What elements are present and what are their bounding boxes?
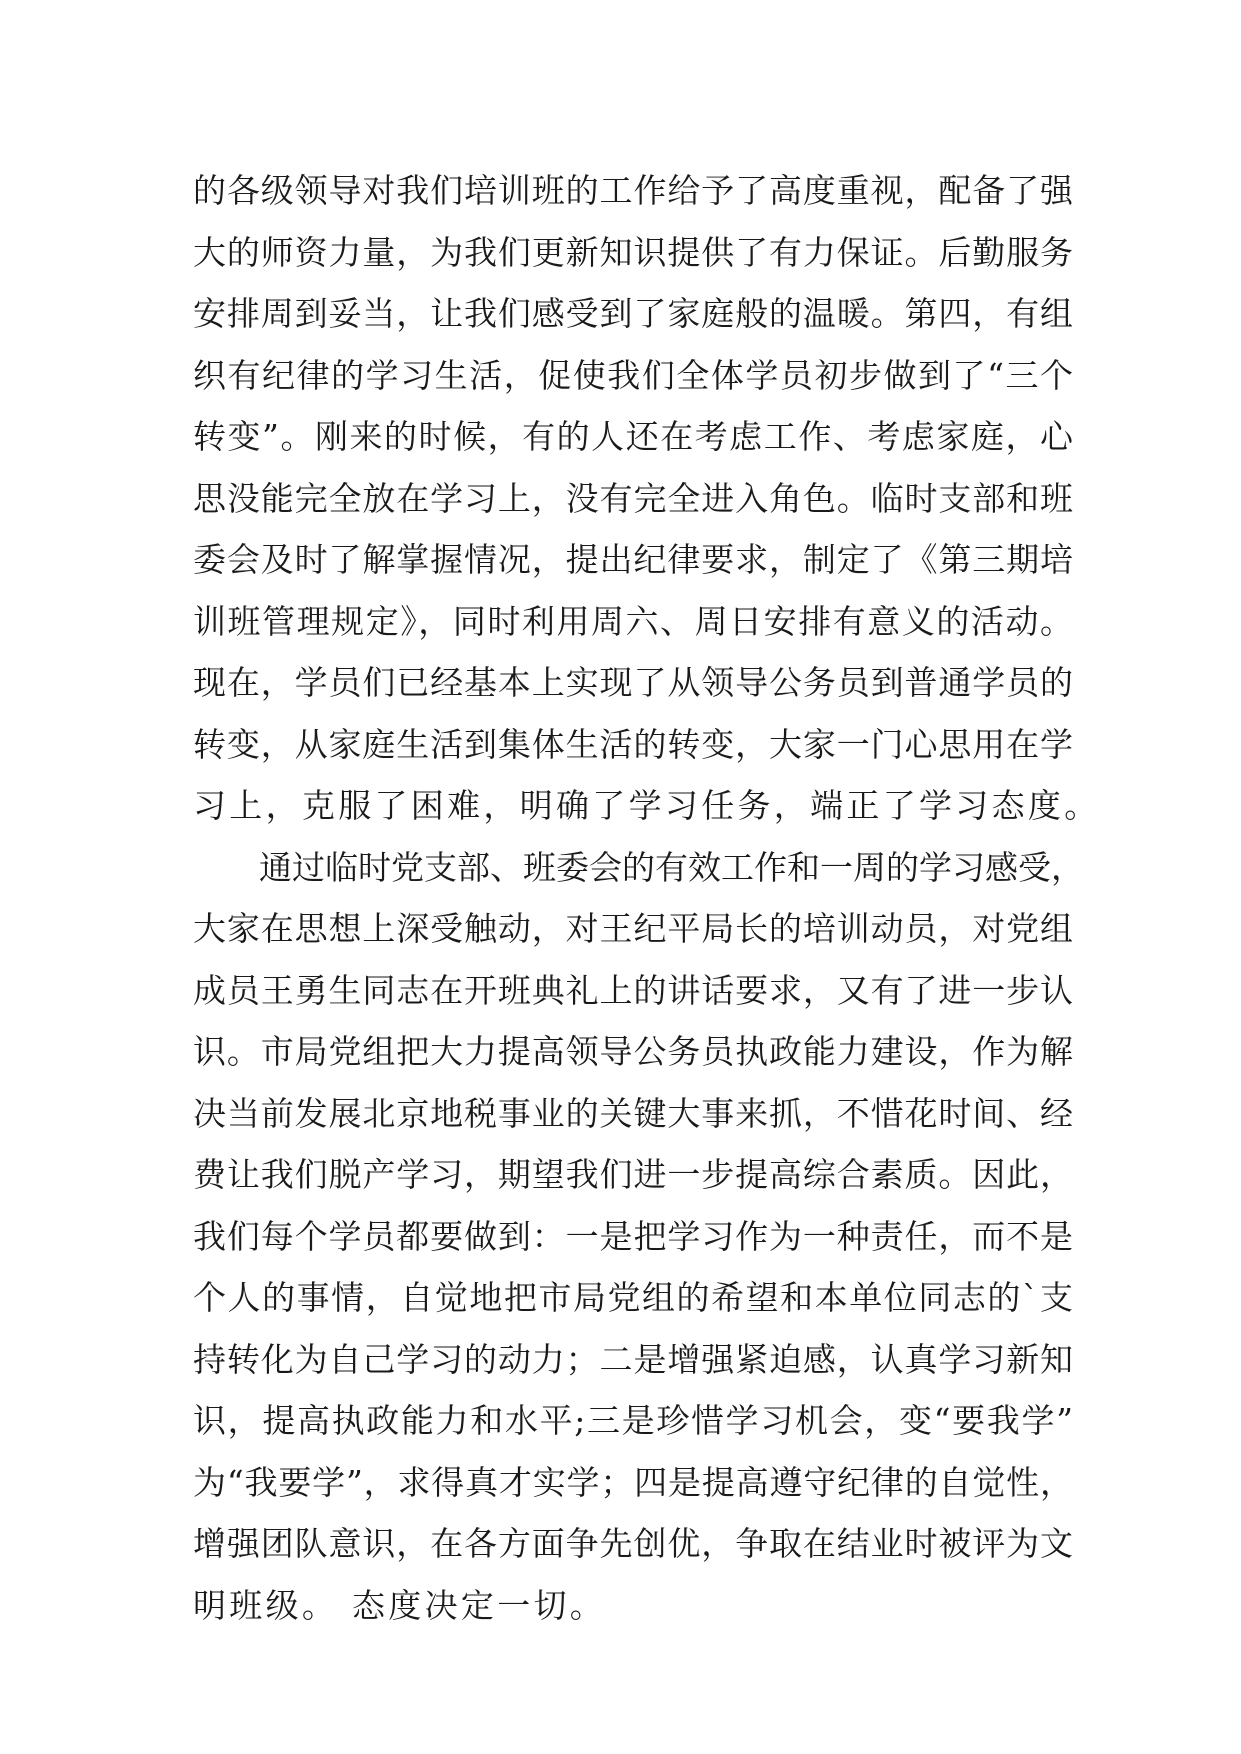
text-line: 通过临时党支部、班委会的有效工作和一周的学习感受， (259, 847, 1084, 887)
text-line: 思没能完全放在学习上，没有完全进入角色。临时支部和班 (193, 478, 1073, 518)
text-line: 织有纪律的学习生活，促使我们全体学员初步做到了“三个 (193, 355, 1073, 395)
text-line: 我们每个学员都要做到：一是把学习作为一种责任，而不是 (193, 1216, 1073, 1256)
text-line: 委会及时了解掌握情况，提出纪律要求，制定了《第三期培 (193, 540, 1073, 579)
text-line: 个人的事情，自觉地把市局党组的希望和本单位同志的`支 (193, 1278, 1073, 1317)
text-line: 转变，从家庭生活到集体生活的转变，大家一门心思用在学 (193, 724, 1073, 764)
text-line: 成员王勇生同志在开班典礼上的讲话要求，又有了进一步认 (193, 970, 1073, 1010)
document-body (193, 160, 1101, 1636)
text-line: 增强团队意识，在各方面争先创优，争取在结业时被评为文 (193, 1524, 1073, 1563)
text-line: 费让我们脱产学习，期望我们进一步提高综合素质。因此， (193, 1155, 1073, 1194)
text-line: 持转化为自己学习的动力；二是增强紧迫感，认真学习新知 (193, 1339, 1073, 1379)
paragraph-1 (193, 160, 1101, 837)
text-line: 明班级。 态度决定一切。 (193, 1585, 607, 1625)
text-line: 安排周到妥当，让我们感受到了家庭般的温暖。第四，有组 (193, 294, 1073, 333)
text-line: 识，提高执政能力和水平;三是珍惜学习机会，变“要我学” (193, 1401, 1073, 1440)
paragraph-2 (193, 837, 1084, 1637)
text-line: 现在，学员们已经基本上实现了从领导公务员到普通学员的 (193, 663, 1073, 702)
text-line: 识。市局党组把大力提高领导公务员执政能力建设，作为解 (193, 1032, 1073, 1071)
text-line: 大家在思想上深受触动，对王纪平局长的培训动员，对党组 (193, 909, 1073, 948)
text-line: 转变”。刚来的时候，有的人还在考虑工作、考虑家庭，心 (193, 417, 1073, 456)
text-line: 习上，克服了困难，明确了学习任务，端正了学习态度。 (193, 786, 1101, 825)
text-line: 大的师资力量，为我们更新知识提供了有力保证。后勤服务 (193, 232, 1073, 272)
text-line: 为“我要学”，求得真才实学；四是提高遵守纪律的自觉性， (193, 1462, 1073, 1502)
text-line: 决当前发展北京地税事业的关键大事来抓，不惜花时间、经 (193, 1093, 1073, 1133)
text-line: 的各级领导对我们培训班的工作给予了高度重视，配备了强 (193, 171, 1073, 210)
text-line: 训班管理规定》，同时利用周六、周日安排有意义的活动。 (193, 601, 1073, 641)
